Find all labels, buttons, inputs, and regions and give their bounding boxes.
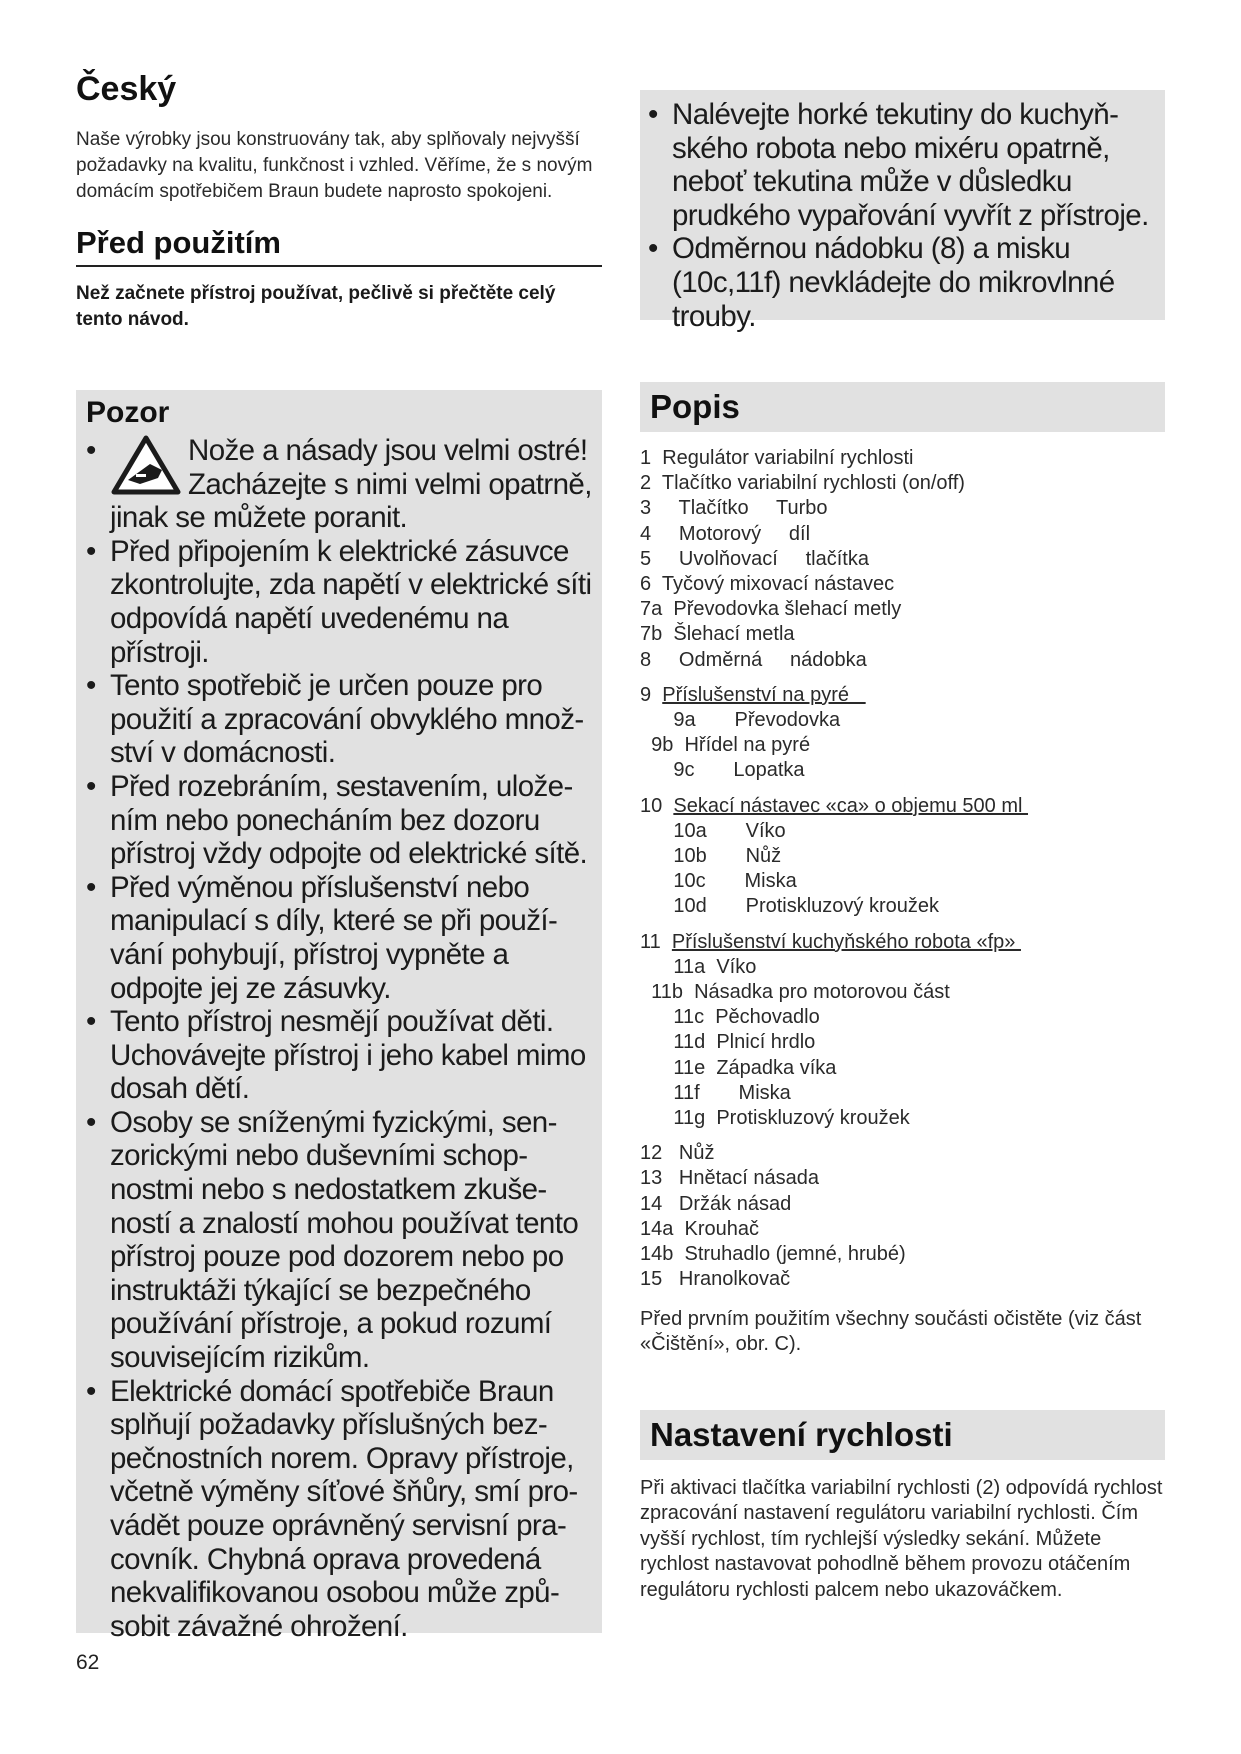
- warning-item: • Odměrnou nádobku (8) a misku (10c,11f) nevkládejte do mikrovlnné trouby.: [648, 232, 1157, 333]
- hand-warning-icon: [110, 434, 182, 498]
- part-item: 2 Tlačítko variabilní rychlosti (on/off): [640, 472, 965, 495]
- part-group-heading: [640, 930, 1165, 955]
- right-column: [640, 90, 1165, 1603]
- part-number: 9: [640, 683, 663, 706]
- section-title-before-use: Před použitím: [76, 225, 602, 267]
- part-item: 1 Regulátor variabilní rychlosti: [640, 447, 914, 469]
- caution-item-text: Nože a násady jsou velmi ostré! Zacházejte s nimi velmi opatrně, jinak se můžete poranit.: [110, 434, 592, 535]
- warning-item: • Nalévejte horké tekutiny do kuchyňského robota nebo mixéru opatrně, neboť tekutina může v důsledku prudkého vypařování vyvřít z přístroje.: [648, 98, 1157, 232]
- part-item: 5 Uvolňovací tlačítka: [640, 547, 869, 570]
- parts-list: [640, 446, 1165, 1293]
- part-item: 10c Miska: [640, 870, 797, 893]
- section-title-description: Popis: [640, 382, 1165, 432]
- part-group-heading: [640, 794, 1165, 819]
- section-title-speed: Nastavení rychlosti: [640, 1410, 1165, 1460]
- left-column: [76, 70, 602, 333]
- hot-liquid-warning-box: [640, 90, 1165, 333]
- part-item: 11c Pěchovadlo: [640, 1006, 820, 1029]
- part-item: 10a Víko: [640, 819, 786, 842]
- part-item: 9c Lopatka: [640, 759, 805, 782]
- part-group-label: Sekací nástavec «ca» o objemu 500 ml: [673, 794, 1029, 817]
- speed-paragraph: Při aktivaci tlačítka variabilní rychlosti (2) odpovídá rychlost zpracování nastavení regulátoru variabilní rychlosti. Čím vyšší rychlost, tím rychlejší výsledky sekání. Můžete rychlost nastavovat pohodlně během provozu otáčením regulátoru rychlosti palcem nebo ukazováčkem.: [640, 1476, 1163, 1601]
- part-item: 6 Tyčový mixovací nástavec: [640, 573, 895, 596]
- caution-title: Pozor: [86, 396, 170, 429]
- part-item: 8 Odměrná nádobka: [640, 648, 867, 671]
- part-item: 7a Převodovka šlehací metly: [640, 598, 902, 621]
- part-item: 14b Struhadlo (jemné, hrubé): [640, 1243, 906, 1266]
- before-first-use-paragraph: Před prvním použitím všechny součásti očistěte (viz část «Čištění», obr. C).: [640, 1307, 1142, 1355]
- part-item: 14 Držák násad: [640, 1192, 792, 1215]
- caution-item: • Tento přístroj nesmějí používat děti. Uchovávejte přístroj i jeho kabel mimo dosah dětí.: [86, 1005, 592, 1106]
- part-item: 7b Šlehací metla: [640, 623, 795, 646]
- caution-item: • Před výměnou příslušenství nebo manipulací s díly, které se při používání pohybují, přístroj vypněte a odpojte jej ze zásuvky.: [86, 871, 592, 1005]
- caution-item: • Osoby se sníženými fyzickými, senzorickými nebo duševními schopnostmi nebo s nedostatkem zkušeností a znalostí mohou používat tento přístroj pouze pod dozorem nebo po instruktáži týkající se bezpečného používání přístroje, a pokud rozumí souvisejícím rizikům.: [86, 1106, 592, 1375]
- part-item: 11b Násadka pro motorovou část: [640, 981, 950, 1004]
- part-item: 11d Plnicí hrdlo: [640, 1031, 816, 1054]
- part-item: 9a Převodovka: [640, 709, 841, 732]
- caution-item: • Před připojením k elektrické zásuvce zkontrolujte, zda napětí v elektrické síti odpovídá napětí uvedenému na přístroji.: [86, 535, 592, 669]
- before-use-note: Než začnete přístroj používat, pečlivě si přečtěte celý tento návod.: [76, 283, 556, 330]
- part-item: 10d Protiskluzový kroužek: [640, 895, 940, 918]
- part-item: 3 Tlačítko Turbo: [640, 497, 828, 520]
- part-item: 15 Hranolkovač: [640, 1268, 791, 1291]
- page-number: 62: [76, 1651, 100, 1674]
- caution-item: [86, 434, 592, 535]
- part-item: 12 Nůž: [640, 1142, 715, 1165]
- language-title: Český: [76, 70, 177, 108]
- part-item: 11e Západka víka: [640, 1056, 837, 1079]
- part-item: 10b Nůž: [640, 845, 782, 868]
- part-item: 4 Motorový díl: [640, 522, 811, 545]
- part-number: 10: [640, 794, 674, 817]
- caution-item: • Před rozebráním, sestavením, uložením nebo ponecháním bez dozoru přístroj vždy odpojte od elektrické sítě.: [86, 770, 592, 871]
- part-group-label: Příslušenství na pyré: [662, 683, 866, 706]
- part-group-heading: [640, 683, 1165, 708]
- caution-item: • Tento spotřebič je určen pouze pro použití a zpracování obvyklého množství v domácnosti.: [86, 669, 592, 770]
- part-item: 13 Hnětací násada: [640, 1167, 820, 1190]
- caution-box: [76, 390, 602, 1643]
- warning-list: [648, 98, 1157, 333]
- part-group-label: Příslušenství kuchyňského robota «fp»: [671, 930, 1021, 953]
- part-number: 11: [640, 930, 672, 953]
- caution-list: [86, 434, 592, 1643]
- part-item: 11f Miska: [640, 1081, 791, 1104]
- part-item: 11g Protiskluzový kroužek: [640, 1107, 910, 1130]
- part-item: 11a Víko: [640, 955, 757, 978]
- part-item: 9b Hřídel na pyré: [640, 734, 811, 757]
- intro-paragraph: Naše výrobky jsou konstruovány tak, aby splňovaly nejvyšší požadavky na kvalitu, funkčnost i vzhled. Věříme, že s novým domácím spotřebičem Braun budete naprosto spokojeni.: [76, 129, 593, 202]
- caution-item: • Elektrické domácí spotřebiče Braun splňují požadavky příslušných bezpečnostních norem. Opravy přístroje, včetně výměny síťové šňůry, smí provádět pouze oprávněný servisní pracovník. Chybná oprava provedená nekvalifikovanou osobou může způsobit závažné ohrožení.: [86, 1375, 592, 1644]
- part-item: 14a Krouhač: [640, 1217, 759, 1240]
